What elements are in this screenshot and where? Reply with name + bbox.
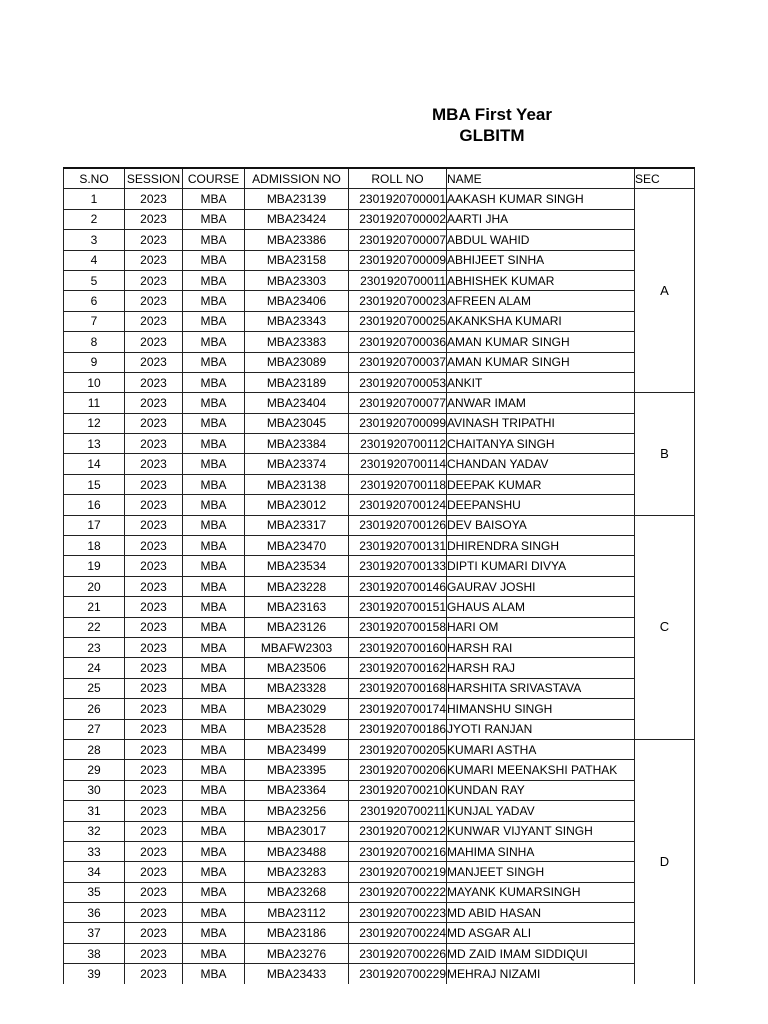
cell-admission-no: MBA23268 xyxy=(245,882,349,902)
cell-name: AMAN KUMAR SINGH xyxy=(447,352,635,372)
cell-name: ANKIT xyxy=(447,372,635,392)
cell-admission-no: MBA23256 xyxy=(245,801,349,821)
cell-course: MBA xyxy=(183,964,245,984)
cell-admission-no: MBA23029 xyxy=(245,699,349,719)
cell-session: 2023 xyxy=(125,372,183,392)
cell-admission-no: MBA23488 xyxy=(245,841,349,861)
cell-session: 2023 xyxy=(125,454,183,474)
cell-name: DEEPANSHU xyxy=(447,495,635,515)
cell-name: AAKASH KUMAR SINGH xyxy=(447,189,635,209)
cell-admission-no: MBA23228 xyxy=(245,576,349,596)
table-row xyxy=(64,311,695,331)
cell-admission-no: MBA23499 xyxy=(245,739,349,759)
table-row xyxy=(64,372,695,392)
table-row xyxy=(64,495,695,515)
cell-sno: 24 xyxy=(64,658,125,678)
cell-roll-no: 2301920700009 xyxy=(349,250,447,270)
cell-roll-no: 2301920700007 xyxy=(349,230,447,250)
table-row xyxy=(64,332,695,352)
cell-sno: 37 xyxy=(64,923,125,943)
cell-sno: 12 xyxy=(64,413,125,433)
cell-name: MANJEET SINGH xyxy=(447,862,635,882)
cell-sno: 30 xyxy=(64,780,125,800)
cell-session: 2023 xyxy=(125,821,183,841)
cell-admission-no: MBA23383 xyxy=(245,332,349,352)
cell-course: MBA xyxy=(183,617,245,637)
cell-course: MBA xyxy=(183,454,245,474)
table-row xyxy=(64,393,695,413)
cell-roll-no: 2301920700099 xyxy=(349,413,447,433)
table-row xyxy=(64,617,695,637)
cell-name: AFREEN ALAM xyxy=(447,291,635,311)
cell-name: MD ZAID IMAM SIDDIQUI xyxy=(447,943,635,963)
cell-course: MBA xyxy=(183,597,245,617)
cell-session: 2023 xyxy=(125,780,183,800)
cell-session: 2023 xyxy=(125,678,183,698)
cell-name: KUNJAL YADAV xyxy=(447,801,635,821)
cell-name: MAYANK KUMARSINGH xyxy=(447,882,635,902)
table-row xyxy=(64,699,695,719)
table-row xyxy=(64,841,695,861)
cell-name: KUNDAN RAY xyxy=(447,780,635,800)
cell-course: MBA xyxy=(183,413,245,433)
cell-course: MBA xyxy=(183,658,245,678)
cell-course: MBA xyxy=(183,515,245,535)
cell-name: DEEPAK KUMAR xyxy=(447,474,635,494)
cell-roll-no: 2301920700168 xyxy=(349,678,447,698)
cell-roll-no: 2301920700077 xyxy=(349,393,447,413)
table-row xyxy=(64,270,695,290)
cell-sno: 17 xyxy=(64,515,125,535)
table-row xyxy=(64,964,695,984)
cell-course: MBA xyxy=(183,434,245,454)
cell-name: MEHRAJ NIZAMI xyxy=(447,964,635,984)
table-row xyxy=(64,637,695,657)
table-row xyxy=(64,597,695,617)
cell-roll-no: 2301920700206 xyxy=(349,760,447,780)
table-row xyxy=(64,882,695,902)
cell-name: KUMARI MEENAKSHI PATHAK xyxy=(447,760,635,780)
table-row xyxy=(64,536,695,556)
cell-sno: 6 xyxy=(64,291,125,311)
cell-course: MBA xyxy=(183,536,245,556)
header-course: COURSE xyxy=(183,168,245,189)
cell-name: KUNWAR VIJYANT SINGH xyxy=(447,821,635,841)
cell-name: AARTI JHA xyxy=(447,209,635,229)
table-row xyxy=(64,352,695,372)
cell-name: DHIRENDRA SINGH xyxy=(447,536,635,556)
cell-session: 2023 xyxy=(125,801,183,821)
cell-name: HARSH RAI xyxy=(447,637,635,657)
cell-roll-no: 2301920700036 xyxy=(349,332,447,352)
cell-admission-no: MBA23283 xyxy=(245,862,349,882)
cell-admission-no: MBA23395 xyxy=(245,760,349,780)
cell-session: 2023 xyxy=(125,474,183,494)
cell-sno: 31 xyxy=(64,801,125,821)
cell-session: 2023 xyxy=(125,311,183,331)
cell-course: MBA xyxy=(183,637,245,657)
cell-sno: 29 xyxy=(64,760,125,780)
table-row xyxy=(64,434,695,454)
cell-sno: 23 xyxy=(64,637,125,657)
cell-course: MBA xyxy=(183,780,245,800)
cell-course: MBA xyxy=(183,474,245,494)
cell-name: MD ABID HASAN xyxy=(447,903,635,923)
cell-course: MBA xyxy=(183,943,245,963)
student-table xyxy=(63,167,695,984)
cell-admission-no: MBA23138 xyxy=(245,474,349,494)
cell-admission-no: MBA23433 xyxy=(245,964,349,984)
cell-course: MBA xyxy=(183,739,245,759)
cell-course: MBA xyxy=(183,189,245,209)
cell-admission-no: MBA23163 xyxy=(245,597,349,617)
table-row xyxy=(64,658,695,678)
cell-course: MBA xyxy=(183,311,245,331)
table-row xyxy=(64,556,695,576)
table-row xyxy=(64,923,695,943)
cell-name: HARI OM xyxy=(447,617,635,637)
cell-sno: 11 xyxy=(64,393,125,413)
cell-session: 2023 xyxy=(125,230,183,250)
cell-admission-no: MBA23404 xyxy=(245,393,349,413)
cell-roll-no: 2301920700001 xyxy=(349,189,447,209)
cell-session: 2023 xyxy=(125,739,183,759)
header-session: SESSION xyxy=(125,168,183,189)
cell-session: 2023 xyxy=(125,903,183,923)
cell-sno: 16 xyxy=(64,495,125,515)
cell-sno: 34 xyxy=(64,862,125,882)
cell-course: MBA xyxy=(183,495,245,515)
cell-sno: 4 xyxy=(64,250,125,270)
cell-session: 2023 xyxy=(125,291,183,311)
cell-name: CHAITANYA SINGH xyxy=(447,434,635,454)
cell-session: 2023 xyxy=(125,617,183,637)
cell-roll-no: 2301920700174 xyxy=(349,699,447,719)
cell-course: MBA xyxy=(183,270,245,290)
cell-roll-no: 2301920700124 xyxy=(349,495,447,515)
cell-roll-no: 2301920700025 xyxy=(349,311,447,331)
cell-course: MBA xyxy=(183,393,245,413)
cell-course: MBA xyxy=(183,556,245,576)
cell-admission-no: MBA23328 xyxy=(245,678,349,698)
cell-course: MBA xyxy=(183,821,245,841)
cell-session: 2023 xyxy=(125,597,183,617)
cell-sno: 19 xyxy=(64,556,125,576)
cell-roll-no: 2301920700229 xyxy=(349,964,447,984)
cell-session: 2023 xyxy=(125,943,183,963)
cell-session: 2023 xyxy=(125,189,183,209)
cell-sno: 28 xyxy=(64,739,125,759)
cell-sno: 5 xyxy=(64,270,125,290)
cell-sno: 2 xyxy=(64,209,125,229)
cell-course: MBA xyxy=(183,250,245,270)
cell-sno: 27 xyxy=(64,719,125,739)
cell-session: 2023 xyxy=(125,332,183,352)
table-row xyxy=(64,230,695,250)
cell-course: MBA xyxy=(183,923,245,943)
cell-session: 2023 xyxy=(125,862,183,882)
cell-session: 2023 xyxy=(125,699,183,719)
cell-roll-no: 2301920700211 xyxy=(349,801,447,821)
cell-session: 2023 xyxy=(125,536,183,556)
cell-roll-no: 2301920700210 xyxy=(349,780,447,800)
cell-admission-no: MBA23406 xyxy=(245,291,349,311)
page-subtitle: GLBITM xyxy=(459,126,525,145)
table-header-row xyxy=(64,168,695,189)
cell-admission-no: MBA23045 xyxy=(245,413,349,433)
cell-session: 2023 xyxy=(125,209,183,229)
cell-name: AMAN KUMAR SINGH xyxy=(447,332,635,352)
cell-name: AKANKSHA KUMARI xyxy=(447,311,635,331)
table-row xyxy=(64,250,695,270)
cell-session: 2023 xyxy=(125,637,183,657)
cell-sno: 1 xyxy=(64,189,125,209)
cell-admission-no: MBA23386 xyxy=(245,230,349,250)
cell-session: 2023 xyxy=(125,658,183,678)
cell-admission-no: MBA23139 xyxy=(245,189,349,209)
table-row xyxy=(64,678,695,698)
cell-course: MBA xyxy=(183,699,245,719)
cell-admission-no: MBA23364 xyxy=(245,780,349,800)
cell-name: DEV BAISOYA xyxy=(447,515,635,535)
cell-sno: 20 xyxy=(64,576,125,596)
table-row xyxy=(64,760,695,780)
cell-session: 2023 xyxy=(125,434,183,454)
cell-admission-no: MBA23112 xyxy=(245,903,349,923)
cell-session: 2023 xyxy=(125,393,183,413)
cell-roll-no: 2301920700114 xyxy=(349,454,447,474)
cell-session: 2023 xyxy=(125,964,183,984)
cell-course: MBA xyxy=(183,801,245,821)
cell-admission-no: MBA23534 xyxy=(245,556,349,576)
table-row xyxy=(64,413,695,433)
cell-roll-no: 2301920700146 xyxy=(349,576,447,596)
cell-name: HARSH RAJ xyxy=(447,658,635,678)
header-admission-no: ADMISSION NO xyxy=(245,168,349,189)
cell-name: ABHIJEET SINHA xyxy=(447,250,635,270)
cell-roll-no: 2301920700118 xyxy=(349,474,447,494)
cell-roll-no: 2301920700222 xyxy=(349,882,447,902)
table-body xyxy=(64,189,695,984)
cell-name: MD ASGAR ALI xyxy=(447,923,635,943)
cell-admission-no: MBA23506 xyxy=(245,658,349,678)
header-name: NAME xyxy=(447,168,635,189)
table-row xyxy=(64,454,695,474)
cell-roll-no: 2301920700002 xyxy=(349,209,447,229)
cell-course: MBA xyxy=(183,209,245,229)
cell-session: 2023 xyxy=(125,352,183,372)
cell-admission-no: MBA23158 xyxy=(245,250,349,270)
cell-admission-no: MBA23303 xyxy=(245,270,349,290)
cell-sno: 36 xyxy=(64,903,125,923)
cell-session: 2023 xyxy=(125,413,183,433)
cell-course: MBA xyxy=(183,862,245,882)
cell-sno: 18 xyxy=(64,536,125,556)
cell-name: AVINASH TRIPATHI xyxy=(447,413,635,433)
cell-session: 2023 xyxy=(125,576,183,596)
cell-admission-no: MBA23424 xyxy=(245,209,349,229)
cell-roll-no: 2301920700023 xyxy=(349,291,447,311)
cell-sno: 26 xyxy=(64,699,125,719)
cell-course: MBA xyxy=(183,841,245,861)
cell-name: JYOTI RANJAN xyxy=(447,719,635,739)
cell-sno: 13 xyxy=(64,434,125,454)
table-row xyxy=(64,189,695,209)
cell-roll-no: 2301920700162 xyxy=(349,658,447,678)
cell-name: ABDUL WAHID xyxy=(447,230,635,250)
cell-session: 2023 xyxy=(125,882,183,902)
cell-name: ABHISHEK KUMAR xyxy=(447,270,635,290)
cell-sno: 21 xyxy=(64,597,125,617)
cell-session: 2023 xyxy=(125,250,183,270)
header-sno: S.NO xyxy=(64,168,125,189)
cell-course: MBA xyxy=(183,332,245,352)
table-row xyxy=(64,801,695,821)
cell-admission-no: MBA23012 xyxy=(245,495,349,515)
cell-admission-no: MBA23189 xyxy=(245,372,349,392)
cell-name: HIMANSHU SINGH xyxy=(447,699,635,719)
cell-sno: 35 xyxy=(64,882,125,902)
table-row xyxy=(64,943,695,963)
cell-session: 2023 xyxy=(125,556,183,576)
cell-roll-no: 2301920700205 xyxy=(349,739,447,759)
cell-admission-no: MBA23470 xyxy=(245,536,349,556)
cell-roll-no: 2301920700126 xyxy=(349,515,447,535)
cell-roll-no: 2301920700223 xyxy=(349,903,447,923)
section-label: B xyxy=(635,393,695,515)
cell-session: 2023 xyxy=(125,719,183,739)
cell-session: 2023 xyxy=(125,923,183,943)
cell-course: MBA xyxy=(183,760,245,780)
cell-sno: 3 xyxy=(64,230,125,250)
table-row xyxy=(64,209,695,229)
cell-roll-no: 2301920700133 xyxy=(349,556,447,576)
cell-admission-no: MBA23374 xyxy=(245,454,349,474)
cell-sno: 25 xyxy=(64,678,125,698)
table-row xyxy=(64,719,695,739)
cell-course: MBA xyxy=(183,903,245,923)
cell-sno: 7 xyxy=(64,311,125,331)
cell-admission-no: MBAFW2303 xyxy=(245,637,349,657)
cell-course: MBA xyxy=(183,678,245,698)
cell-roll-no: 2301920700053 xyxy=(349,372,447,392)
cell-roll-no: 2301920700186 xyxy=(349,719,447,739)
cell-name: HARSHITA SRIVASTAVA xyxy=(447,678,635,698)
cell-course: MBA xyxy=(183,719,245,739)
cell-course: MBA xyxy=(183,230,245,250)
cell-roll-no: 2301920700212 xyxy=(349,821,447,841)
cell-sno: 9 xyxy=(64,352,125,372)
cell-name: GHAUS ALAM xyxy=(447,597,635,617)
cell-roll-no: 2301920700226 xyxy=(349,943,447,963)
cell-roll-no: 2301920700219 xyxy=(349,862,447,882)
cell-course: MBA xyxy=(183,372,245,392)
cell-roll-no: 2301920700151 xyxy=(349,597,447,617)
cell-course: MBA xyxy=(183,576,245,596)
cell-roll-no: 2301920700224 xyxy=(349,923,447,943)
table-row xyxy=(64,291,695,311)
cell-admission-no: MBA23186 xyxy=(245,923,349,943)
cell-course: MBA xyxy=(183,291,245,311)
cell-roll-no: 2301920700112 xyxy=(349,434,447,454)
table-row xyxy=(64,862,695,882)
cell-admission-no: MBA23384 xyxy=(245,434,349,454)
cell-roll-no: 2301920700037 xyxy=(349,352,447,372)
cell-session: 2023 xyxy=(125,515,183,535)
cell-session: 2023 xyxy=(125,841,183,861)
cell-name: GAURAV JOSHI xyxy=(447,576,635,596)
cell-sno: 38 xyxy=(64,943,125,963)
cell-admission-no: MBA23126 xyxy=(245,617,349,637)
table-row xyxy=(64,739,695,759)
table-row xyxy=(64,821,695,841)
cell-name: ANWAR IMAM xyxy=(447,393,635,413)
cell-name: MAHIMA SINHA xyxy=(447,841,635,861)
cell-sno: 32 xyxy=(64,821,125,841)
cell-sno: 10 xyxy=(64,372,125,392)
cell-name: KUMARI ASTHA xyxy=(447,739,635,759)
cell-roll-no: 2301920700160 xyxy=(349,637,447,657)
page-title: MBA First Year xyxy=(432,105,552,124)
table-row xyxy=(64,515,695,535)
header-sec: SEC xyxy=(635,168,695,189)
table-row xyxy=(64,903,695,923)
cell-sno: 22 xyxy=(64,617,125,637)
cell-session: 2023 xyxy=(125,495,183,515)
section-label: A xyxy=(635,189,695,393)
cell-sno: 33 xyxy=(64,841,125,861)
header-roll-no: ROLL NO xyxy=(349,168,447,189)
cell-sno: 14 xyxy=(64,454,125,474)
cell-name: DIPTI KUMARI DIVYA xyxy=(447,556,635,576)
cell-admission-no: MBA23343 xyxy=(245,311,349,331)
cell-admission-no: MBA23089 xyxy=(245,352,349,372)
cell-sno: 8 xyxy=(64,332,125,352)
table-row xyxy=(64,576,695,596)
section-label: C xyxy=(635,515,695,739)
cell-sno: 15 xyxy=(64,474,125,494)
cell-admission-no: MBA23017 xyxy=(245,821,349,841)
cell-session: 2023 xyxy=(125,760,183,780)
table-row xyxy=(64,474,695,494)
section-label: D xyxy=(635,739,695,983)
cell-sno: 39 xyxy=(64,964,125,984)
cell-roll-no: 2301920700011 xyxy=(349,270,447,290)
cell-roll-no: 2301920700158 xyxy=(349,617,447,637)
cell-admission-no: MBA23276 xyxy=(245,943,349,963)
cell-roll-no: 2301920700131 xyxy=(349,536,447,556)
cell-course: MBA xyxy=(183,352,245,372)
cell-admission-no: MBA23528 xyxy=(245,719,349,739)
cell-session: 2023 xyxy=(125,270,183,290)
cell-course: MBA xyxy=(183,882,245,902)
cell-roll-no: 2301920700216 xyxy=(349,841,447,861)
table-row xyxy=(64,780,695,800)
cell-admission-no: MBA23317 xyxy=(245,515,349,535)
cell-name: CHANDAN YADAV xyxy=(447,454,635,474)
